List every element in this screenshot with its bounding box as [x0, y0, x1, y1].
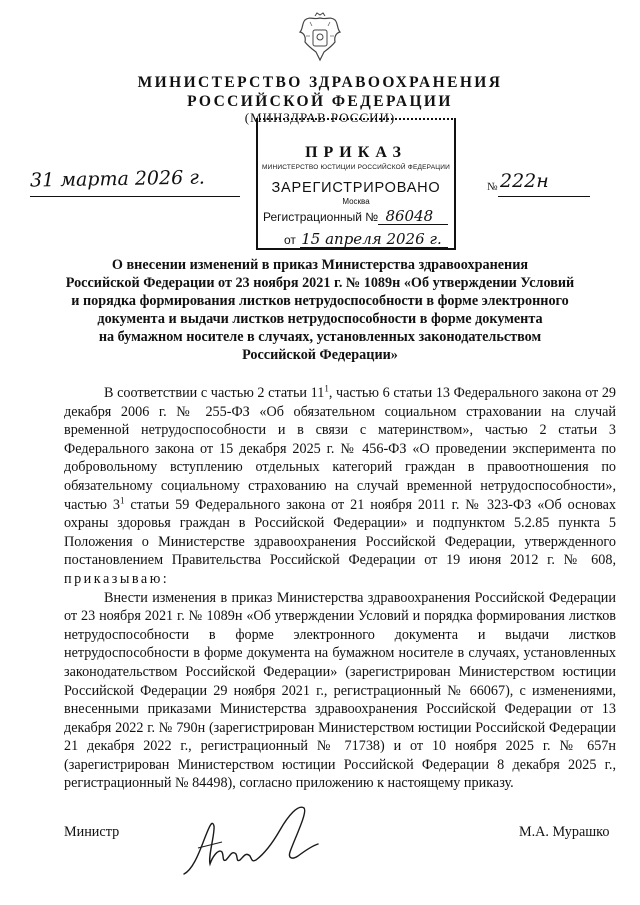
superscript: 1 — [119, 494, 125, 505]
stamp-date-prefix: от — [284, 233, 296, 247]
order-date-underline — [30, 196, 240, 197]
body-paragraph-2: Внести изменения в приказ Министерства здравоохранения Российской Федерации от 23 ноября 2021 г. № 1089н «Об утверждении Условий и порядка формирования листков нетрудоспособности в форме электронного документа и выдачи листков нетрудоспособности в форме документа на бумажном носителе в случаях, установленных законодательством Российской Федерации» (зарегистрирован Министерством юстиции Российской Федерации 29 ноября 2021 г., регистрационный № 66067), с изменениями, внесенными приказами Министерства здравоохранения Российской Федерации от 13 декабря 2022 г. № 790н (зарегистрирован Министерством юстиции Российской Федерации 21 декабря 2022 г., регистрационный № 71738) и от 10 ноября 2025 г. № 657н (зарегистрирован Министерством юстиции Российской Федерации 8 декабря 2025 г., регистрационный № 84498), согласно приложению к настоящему приказу. — [64, 589, 616, 792]
title-line: Российской Федерации» — [242, 347, 398, 363]
title-line: Российской Федерации от 23 ноября 2021 г. № 1089н «Об утверждении Условий — [65, 275, 575, 291]
body-text: В соответствии с частью 2 статьи 11 — [104, 385, 325, 401]
title-line: О внесении изменений в приказ Министерства здравоохранения — [111, 257, 529, 273]
title-line: документа и выдачи листков нетрудоспособности в форме документа — [97, 311, 543, 327]
document-title — [40, 256, 600, 364]
title-line: на бумажном носителе в случаях, установленных законодательством — [98, 329, 542, 345]
order-number-underline — [498, 196, 590, 197]
stamp-number-underline — [378, 224, 448, 225]
order-number: 222н — [500, 170, 549, 192]
stamp-date-value: 15 апреля 2026 г. — [301, 230, 442, 248]
body-paragraph-1 — [64, 384, 616, 589]
stamp-status: ЗАРЕГИСТРИРОВАНО — [271, 180, 441, 196]
stamp-number-value: 86048 — [385, 207, 434, 225]
signatory-name: М.А. Мурашко — [519, 824, 610, 840]
stamp-registration-number — [263, 207, 433, 225]
superscript: 1 — [324, 383, 329, 394]
order-date: 31 марта 2026 г. — [29, 166, 206, 192]
stamp-registration-date — [284, 230, 442, 248]
signatory-position: Министр — [64, 824, 120, 840]
handwritten-signature — [178, 800, 358, 884]
stamp-ministry-name: МИНИСТЕРСТВО ЮСТИЦИИ РОССИЙСКОЙ ФЕДЕРАЦИИ — [261, 164, 451, 171]
stamp-city: Москва — [342, 197, 370, 206]
ministry-name-line-1: МИНИСТЕРСТВО ЗДРАВООХРАНЕНИЯ — [137, 74, 503, 91]
body-text: , частью 6 статьи 13 Федерального закона от 29 декабря 2006 г. № 255-ФЗ «Об обязательном социальном страховании на случай временной нетрудоспособности и в связи с материнством», частью 2 статьи 3 Федерального закона от 15 декабря 2025 г. № 456-ФЗ «О проведении эксперимента по добровольному вступлению отдельных категорий граждан в правоотношения по обязательному социальному страхованию на случай временной нетрудоспособности», частью 3 — [64, 385, 617, 513]
document-body — [64, 384, 616, 793]
title-line: и порядка формирования листков нетрудоспособности в форме электронного — [71, 293, 569, 309]
order-number-label: № — [487, 181, 498, 193]
ministry-short-name: (МИНЗДРАВ РОССИИ) — [244, 110, 396, 125]
document-type: ПРИКАЗ — [305, 144, 407, 161]
state-emblem-icon — [296, 12, 344, 66]
body-text: статьи 59 Федерального закона от 21 ноября 2011 г. № 323-ФЗ «Об основах охраны здоровья граждан в Российской Федерации» и подпунктом 5.2.85 пункта 5 Положения о Министерстве здравоохранения Российской Федерации, утвержденного постановлением Правительства Российской Федерации от 19 июня 2012 г. № 608, — [64, 496, 616, 569]
ministry-name-line-2: РОССИЙСКОЙ ФЕДЕРАЦИИ — [187, 93, 453, 110]
stamp-date-underline — [300, 247, 448, 248]
stamp-number-label: Регистрационный № — [263, 210, 379, 224]
order-keyword: приказываю: — [64, 570, 170, 587]
